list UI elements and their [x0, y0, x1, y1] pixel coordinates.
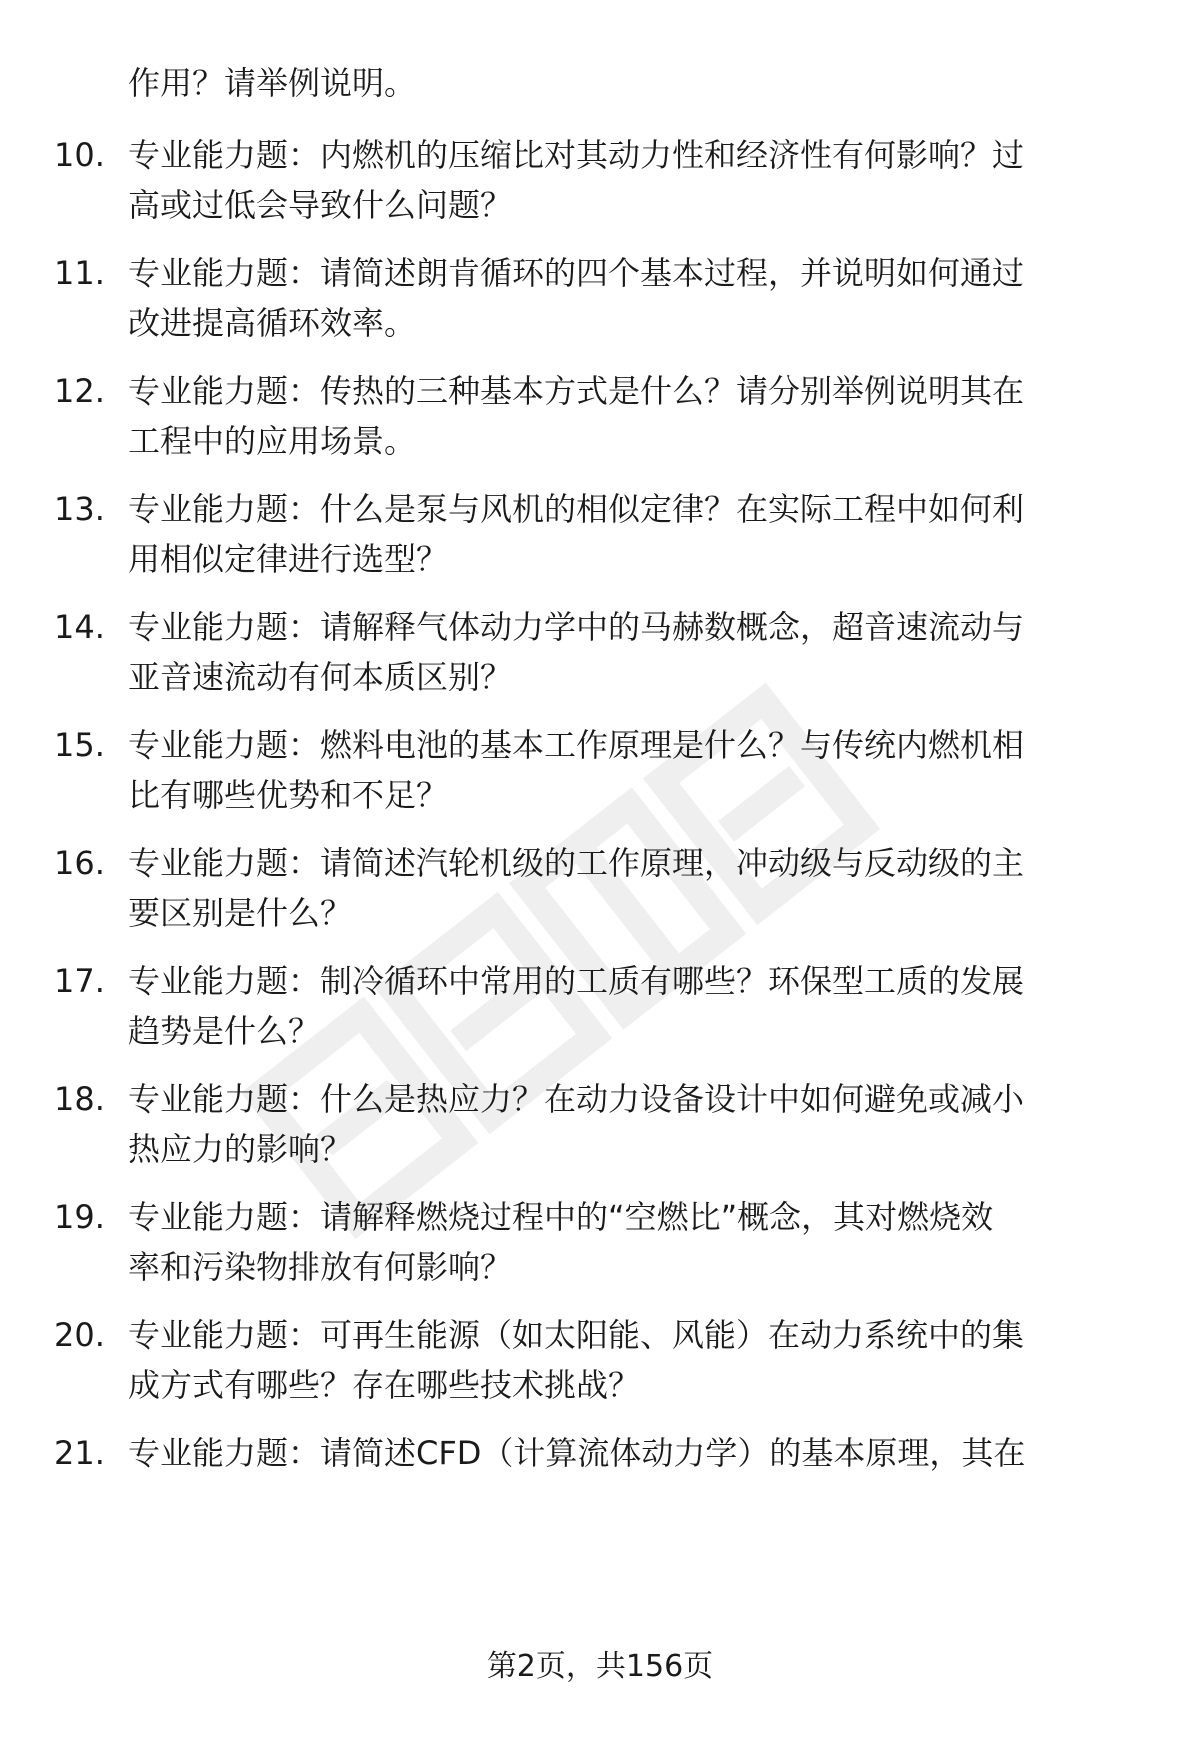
question-number: 20.: [54, 1316, 105, 1354]
question-text: [128, 1310, 1138, 1410]
question-text: [128, 1192, 1138, 1292]
list-item: [0, 720, 1200, 830]
question-line-1: 专业能力题：内燃机的压缩比对其动力性和经济性有何影响？过: [128, 136, 1025, 174]
question-line-1: 专业能力题：什么是热应力？在动力设备设计中如何避免或减小: [128, 1080, 1025, 1118]
question-text: [128, 130, 1138, 230]
question-number: 11.: [54, 254, 105, 292]
question-line-2: 趋势是什么？: [128, 1012, 321, 1050]
question-text: [128, 1428, 1138, 1478]
question-text: [128, 602, 1138, 702]
list-item: [0, 602, 1200, 712]
question-line-2: 工程中的应用场景。: [128, 422, 417, 460]
question-text: [128, 366, 1138, 466]
question-text: [128, 248, 1138, 348]
question-line-1: 专业能力题：请简述CFD（计算流体动力学）的基本原理，其在: [128, 1434, 1026, 1472]
list-item: [0, 248, 1200, 358]
list-item: [0, 838, 1200, 948]
question-number: 17.: [54, 962, 105, 1000]
question-line-1: 专业能力题：请解释气体动力学中的马赫数概念，超音速流动与: [128, 608, 1025, 646]
question-text: [128, 838, 1138, 938]
list-item: [0, 1428, 1200, 1488]
question-line-1: 专业能力题：什么是泵与风机的相似定律？在实际工程中如何利: [128, 490, 1025, 528]
question-text: [128, 720, 1138, 820]
question-number: 10.: [54, 136, 105, 174]
list-item: [0, 1310, 1200, 1420]
question-line-2: 高或过低会导致什么问题？: [128, 186, 513, 224]
question-number: 14.: [54, 608, 105, 646]
question-line-2: 率和污染物排放有何影响？: [128, 1248, 513, 1286]
question-line-2: 亚音速流动有何本质区别？: [128, 658, 513, 696]
question-line-2: 热应力的影响？: [128, 1130, 353, 1168]
question-line-1: 专业能力题：可再生能源（如太阳能、风能）在动力系统中的集: [128, 1316, 1025, 1354]
question-number: 13.: [54, 490, 105, 528]
question-line-1: 专业能力题：制冷循环中常用的工质有哪些？环保型工质的发展: [128, 962, 1025, 1000]
question-line-2: 要区别是什么？: [128, 894, 353, 932]
question-line-1: 专业能力题：请简述汽轮机级的工作原理，冲动级与反动级的主: [128, 844, 1025, 882]
list-item: [0, 130, 1200, 240]
question-line-2: 改进提高循环效率。: [128, 304, 417, 342]
question-number: 15.: [54, 726, 105, 764]
list-item: [0, 366, 1200, 476]
list-item: [0, 484, 1200, 594]
page-number-label: 第2页，共156页: [486, 1649, 714, 1684]
question-number: 19.: [54, 1198, 105, 1236]
question-text: [128, 956, 1138, 1056]
question-line-2: 用相似定律进行选型？: [128, 540, 449, 578]
question-line-1: 专业能力题：请解释燃烧过程中的“空燃比”概念，其对燃烧效: [128, 1198, 994, 1236]
list-item: [0, 1074, 1200, 1184]
continuation-line: 作用？请举例说明。: [128, 64, 417, 102]
question-line-2: 成方式有哪些？存在哪些技术挑战？: [128, 1366, 641, 1404]
question-number: 18.: [54, 1080, 105, 1118]
page-footer: [0, 1645, 1200, 1689]
question-line-2: 比有哪些优势和不足？: [128, 776, 449, 814]
list-item: [0, 956, 1200, 1066]
question-line-1: 专业能力题：燃料电池的基本工作原理是什么？与传统内燃机相: [128, 726, 1025, 764]
question-number: 21.: [54, 1434, 105, 1472]
question-text: [128, 1074, 1138, 1174]
question-number: 16.: [54, 844, 105, 882]
question-number: 12.: [54, 372, 105, 410]
question-line-1: 专业能力题：请简述朗肯循环的四个基本过程，并说明如何通过: [128, 254, 1025, 292]
question-line-1: 专业能力题：传热的三种基本方式是什么？请分别举例说明其在: [128, 372, 1025, 410]
list-item: [0, 1192, 1200, 1302]
question-text: [128, 484, 1138, 584]
